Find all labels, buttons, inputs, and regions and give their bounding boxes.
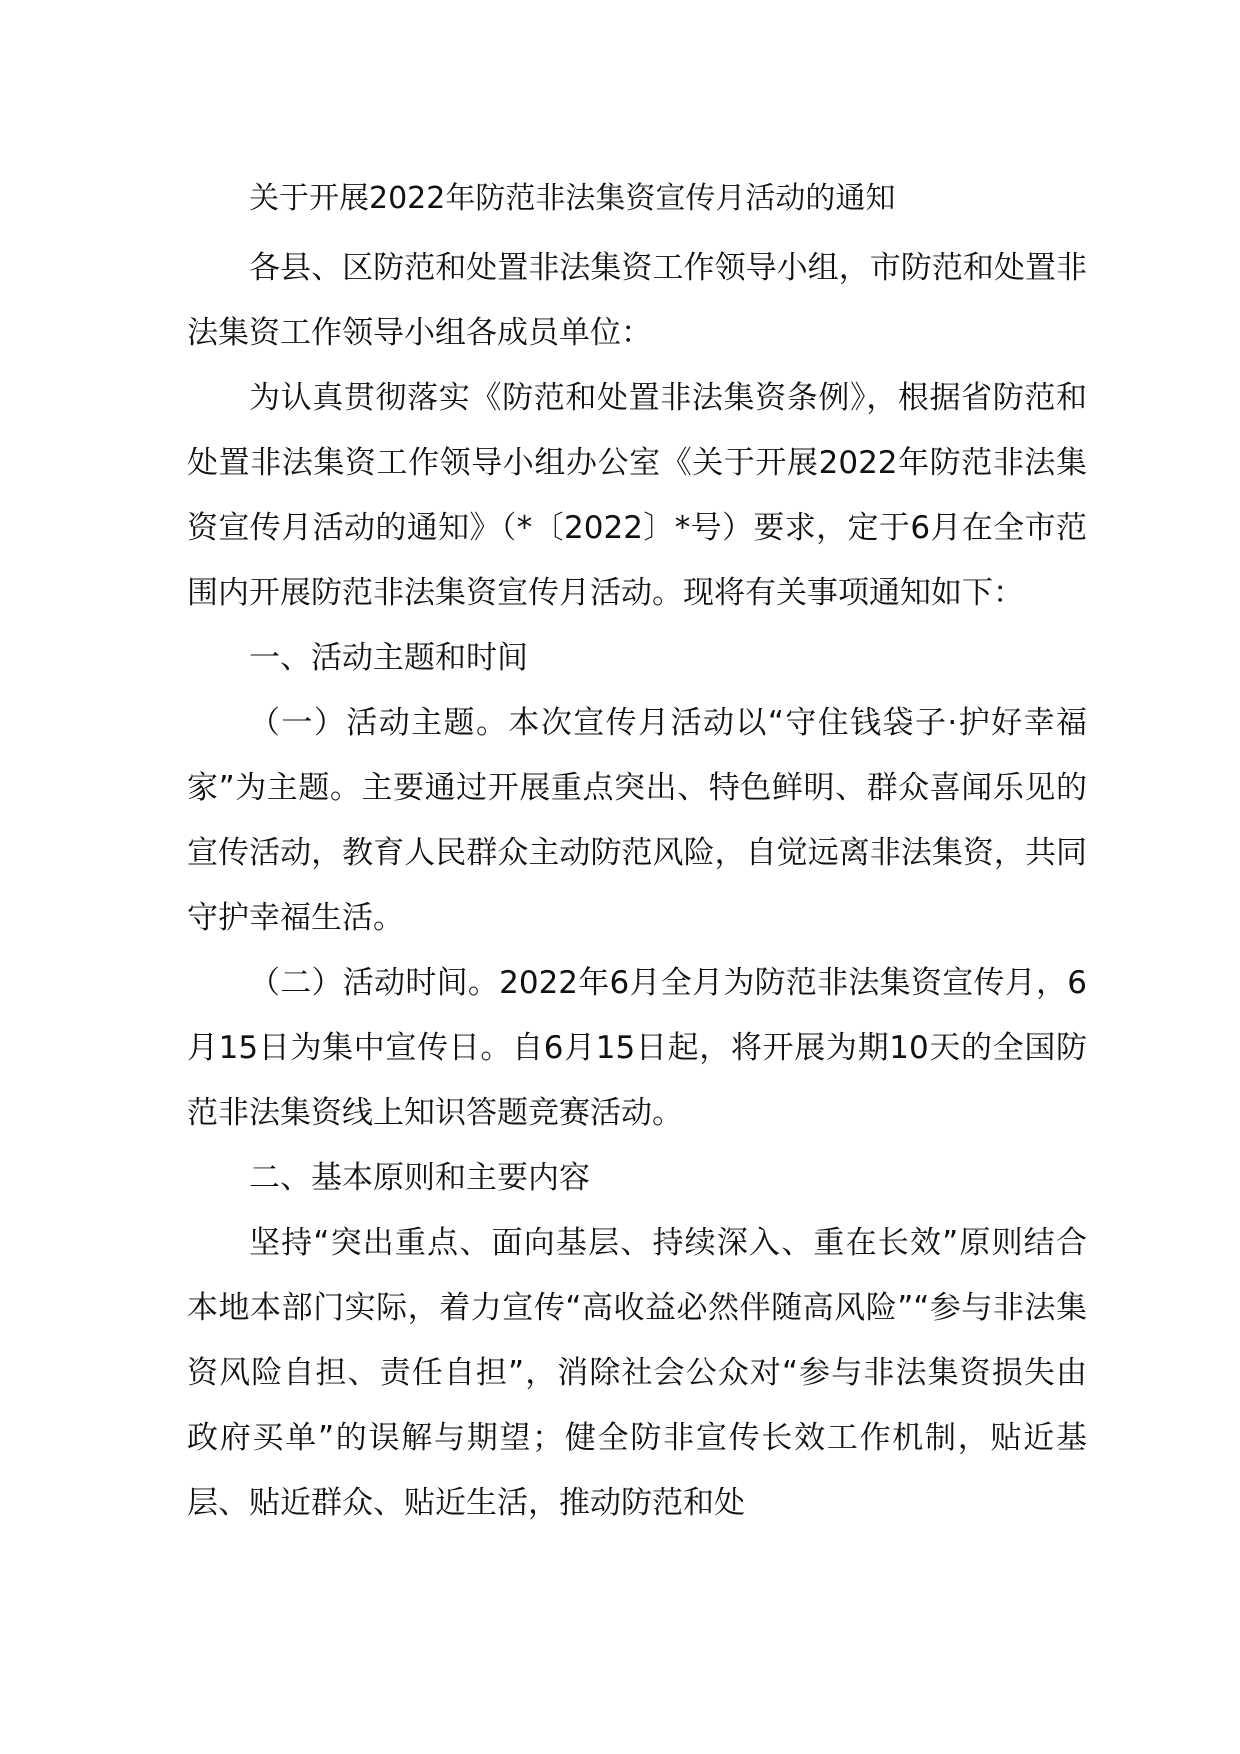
section-heading-2: 二、基本原则和主要内容 <box>249 1160 590 1196</box>
theme-paragraph: （一）活动主题。本次宣传月活动以“守住钱袋子·护好幸福家”为主题。主要通过开展重点突出、特色鲜明、群众喜闻乐见的宣传活动，教育人民群众主动防范风险，自觉远离非法集资，共同守护幸福生活。 <box>187 705 1087 936</box>
document-title: 关于开展2022年防范非法集资宣传月活动的通知 <box>249 181 896 216</box>
document-body <box>187 170 1087 1536</box>
salutation-paragraph: 各县、区防范和处置非法集资工作领导小组，市防范和处置非法集资工作领导小组各成员单位： <box>187 250 1087 351</box>
time-paragraph: （二）活动时间。2022年6月全月为防范非法集资宣传月，6月15日为集中宣传日。自6月15日起，将开展为期10天的全国防范非法集资线上知识答题竞赛活动。 <box>187 965 1087 1131</box>
section-heading-1: 一、活动主题和时间 <box>249 640 528 676</box>
principles-paragraph: 坚持“突出重点、面向基层、持续深入、重在长效”原则结合本地本部门实际，着力宣传“高收益必然伴随高风险”“参与非法集资风险自担、责任自担”，消除社会公众对“参与非法集资损失由政府买单”的误解与期望；健全防非宣传长效工作机制，贴近基层、贴近群众、贴近生活，推动防范和处 <box>187 1225 1087 1521</box>
intro-paragraph: 为认真贯彻落实《防范和处置非法集资条例》，根据省防范和处置非法集资工作领导小组办公室《关于开展2022年防范非法集资宣传月活动的通知》（*〔2022〕*号）要求，定于6月在全市范围内开展防范非法集资宣传月活动。现将有关事项通知如下： <box>187 380 1087 611</box>
